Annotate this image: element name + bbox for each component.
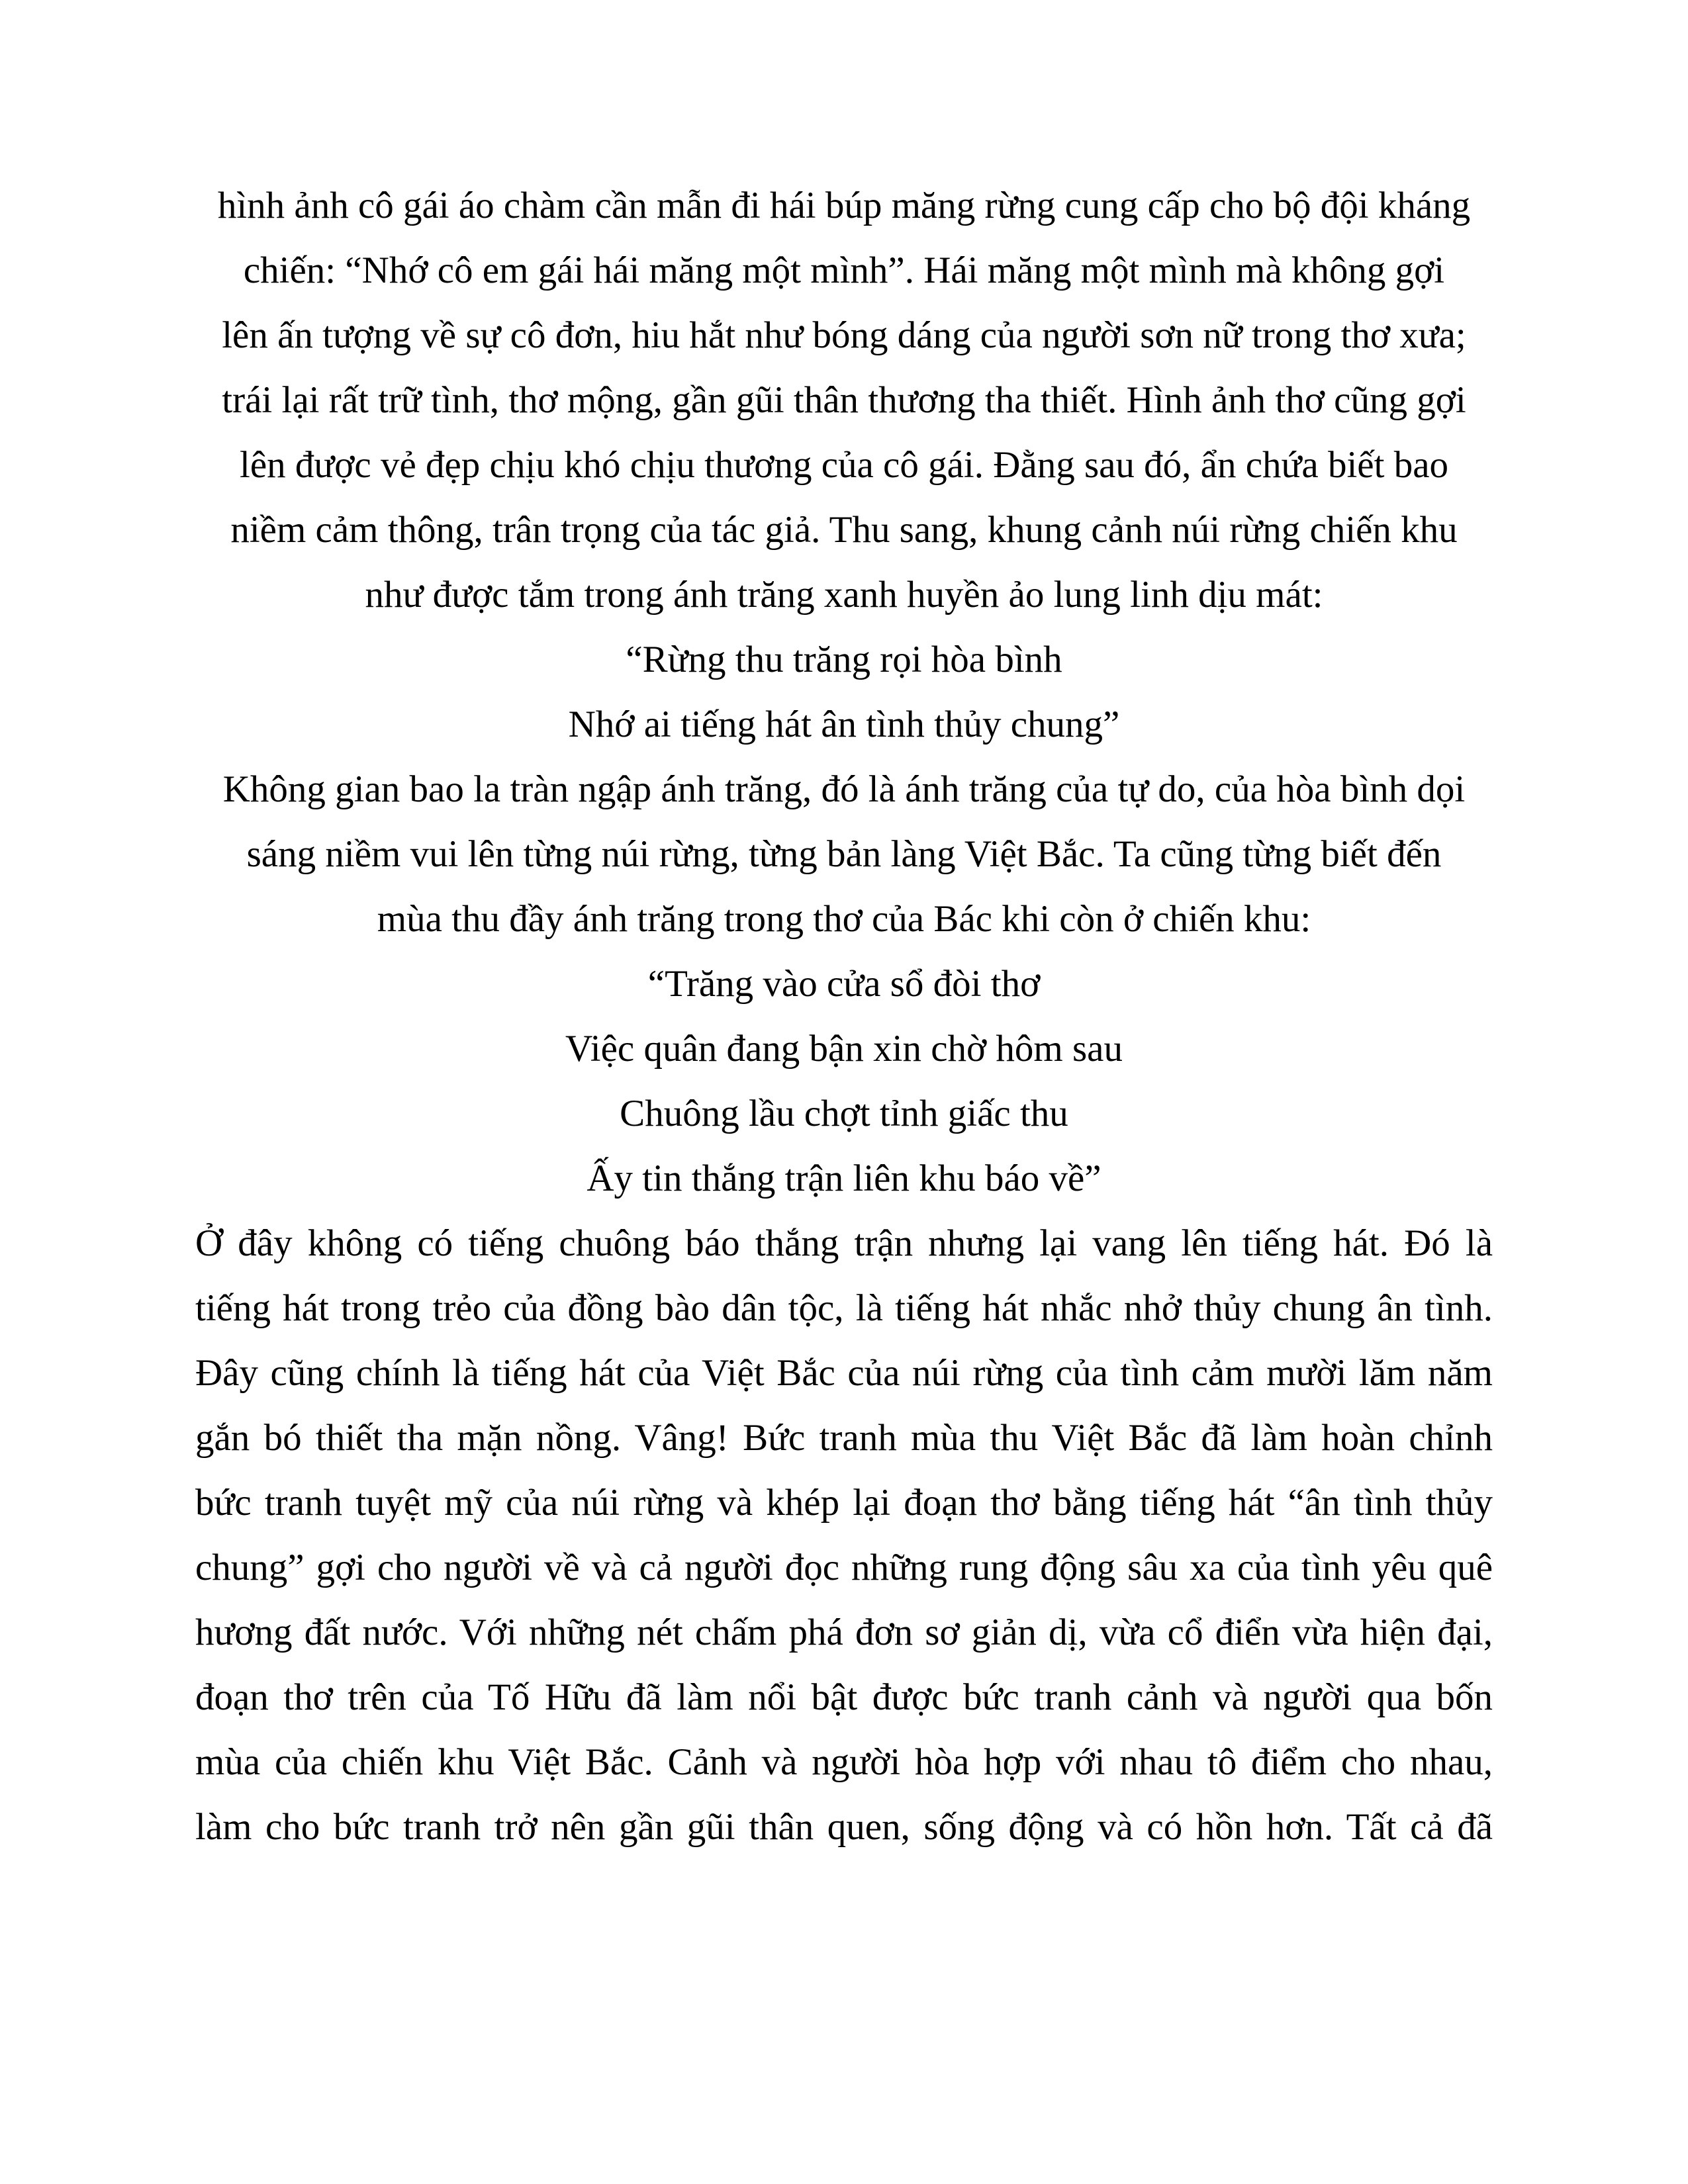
paragraph-line: Ở đây không có tiếng chuông báo thắng trận nhưng lại vang lên tiếng hát. Đó là xyxy=(195,1222,1493,1264)
paragraph-line: bức tranh tuyệt mỹ của núi rừng và khép lại đoạn thơ bằng tiếng hát “ân tình thủy xyxy=(195,1482,1493,1524)
paragraph-line: hương đất nước. Với những nét chấm phá đơn sơ giản dị, vừa cổ điển vừa hiện đại, xyxy=(195,1612,1493,1653)
paragraph-line: Không gian bao la tràn ngập ánh trăng, đó là ánh trăng của tự do, của hòa bình dọi xyxy=(222,768,1466,810)
paragraph-line: mùa của chiến khu Việt Bắc. Cảnh và người hòa hợp với nhau tô điểm cho nhau, xyxy=(195,1741,1493,1783)
poem-line: “Trăng vào cửa sổ đòi thơ xyxy=(647,963,1041,1005)
paragraph-line: hình ảnh cô gái áo chàm cần mẫn đi hái búp măng rừng cung cấp cho bộ đội kháng xyxy=(217,185,1471,226)
paragraph-line: lên ấn tượng về sự cô đơn, hiu hắt như bóng dáng của người sơn nữ trong thơ xưa; xyxy=(222,314,1466,356)
poem-line: Việc quân đang bận xin chờ hôm sau xyxy=(565,1028,1123,1069)
paragraph-2 xyxy=(195,757,1493,952)
poem-quote-2 xyxy=(195,952,1493,1211)
paragraph-line: niềm cảm thông, trân trọng của tác giả. Thu sang, khung cảnh núi rừng chiến khu xyxy=(230,509,1458,551)
paragraph-line: Đây cũng chính là tiếng hát của Việt Bắc của núi rừng của tình cảm mười lăm năm xyxy=(195,1352,1493,1394)
paragraph-1 xyxy=(195,173,1493,627)
paragraph-line: tiếng hát trong trẻo của đồng bào dân tộc, là tiếng hát nhắc nhở thủy chung ân tình. xyxy=(195,1287,1493,1329)
paragraph-line: sáng niềm vui lên từng núi rừng, từng bản làng Việt Bắc. Ta cũng từng biết đến xyxy=(246,833,1442,875)
paragraph-line: chung” gợi cho người về và cả người đọc những rung động sâu xa của tình yêu quê xyxy=(195,1547,1493,1588)
poem-line: Chuông lầu chợt tỉnh giấc thu xyxy=(620,1093,1068,1134)
poem-quote-1 xyxy=(195,627,1493,757)
paragraph-line: làm cho bức tranh trở nên gần gũi thân quen, sống động và có hồn hơn. Tất cả đã xyxy=(195,1806,1493,1848)
paragraph-line: như được tắm trong ánh trăng xanh huyền ảo lung linh dịu mát: xyxy=(365,574,1323,615)
poem-line: Nhớ ai tiếng hát ân tình thủy chung” xyxy=(568,704,1120,745)
paragraph-3 xyxy=(195,1211,1493,1860)
paragraph-line: lên được vẻ đẹp chịu khó chịu thương của cô gái. Đằng sau đó, ẩn chứa biết bao xyxy=(239,444,1448,486)
paragraph-line: đoạn thơ trên của Tố Hữu đã làm nổi bật được bức tranh cảnh và người qua bốn xyxy=(195,1676,1493,1718)
paragraph-line: gắn bó thiết tha mặn nồng. Vâng! Bức tranh mùa thu Việt Bắc đã làm hoàn chỉnh xyxy=(195,1417,1493,1459)
poem-line: “Rừng thu trăng rọi hòa bình xyxy=(626,639,1062,680)
paragraph-line: mùa thu đầy ánh trăng trong thơ của Bác khi còn ở chiến khu: xyxy=(377,898,1311,940)
paragraph-line: trái lại rất trữ tình, thơ mộng, gần gũi thân thương tha thiết. Hình ảnh thơ cũng gợi xyxy=(222,379,1466,421)
paragraph-line: chiến: “Nhớ cô em gái hái măng một mình”. Hái măng một mình mà không gợi xyxy=(243,250,1445,291)
poem-line: Ấy tin thắng trận liên khu báo về” xyxy=(586,1158,1102,1199)
